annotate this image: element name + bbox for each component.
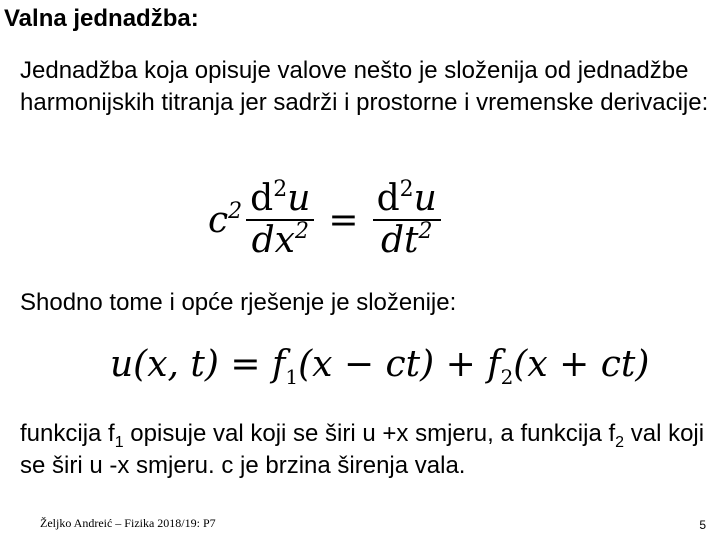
general-solution-intro: Shodno tome i opće rješenje je složenije:: [20, 289, 457, 316]
equals-sign: =: [328, 199, 359, 241]
wave-speed-coefficient: $c^2$: [208, 198, 243, 241]
intro-paragraph: Jednadžba koja opisuje valove nešto je složenija od jednadžbe harmonijskih titranja jer sadrži i prostorne i vremenske derivacije:: [20, 57, 709, 116]
spatial-derivative-fraction: $\frac{d^2u}{dx^2}$: [246, 179, 314, 261]
slide-title: Valna jednadžba:: [4, 5, 199, 32]
time-derivative-fraction: $\frac{d^2u}{dt^2}$: [373, 179, 441, 261]
slide-footer: Željko Andreić – Fizika 2018/19: P7: [40, 516, 216, 530]
explanation-paragraph: funkcija $f_1$ opisuje val koji se širi u +x smjeru, a funkcija $f_2$ val koji se širi u -x smjeru. c je brzina širenja vala.: [20, 420, 705, 479]
general-solution-equation: u(x, $t) = f_1(x - ct) + f_2(x + ct)$: [110, 344, 650, 389]
wave-equation: [208, 175, 445, 265]
page-number: 5: [699, 518, 706, 532]
